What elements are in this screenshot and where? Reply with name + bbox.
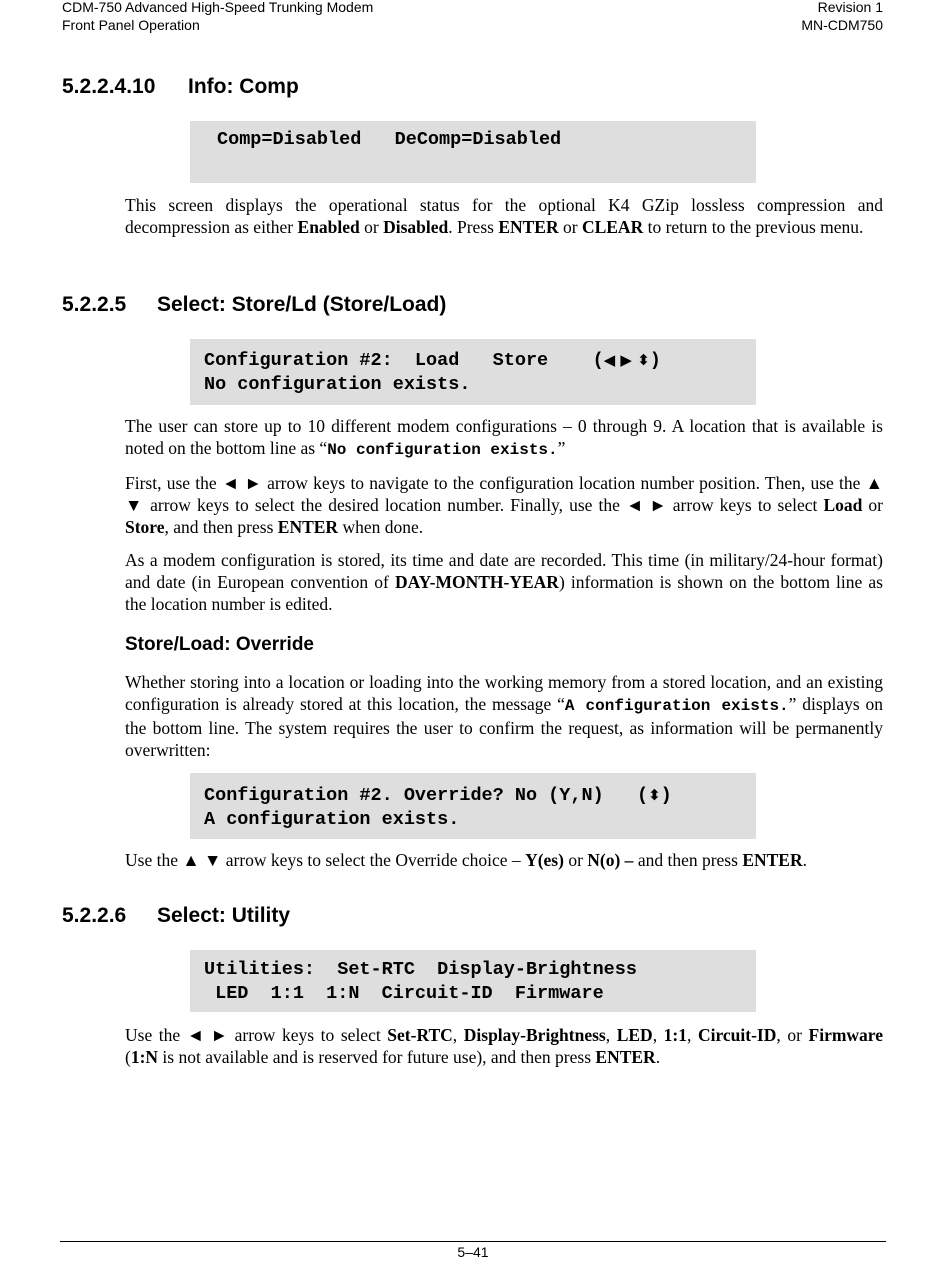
paragraph-time-date <box>125 549 883 615</box>
text: when done. <box>338 517 424 537</box>
text: or <box>558 217 582 237</box>
up-down-arrow-icon: ⬍ <box>648 786 661 804</box>
bold-text: Firmware <box>808 1025 884 1045</box>
paragraph-override-choice <box>125 849 883 871</box>
text: As a modem configuration is stored, its time and date are recorded. This time (in military/24-hour format) and date (in European convention of <box>125 550 883 592</box>
lcd-line-2: LED 1:1 1:N Circuit-ID Firmware <box>204 983 604 1004</box>
chapter-title: Front Panel Operation <box>62 17 200 33</box>
paragraph-arrow-usage <box>125 472 883 538</box>
revision-label: Revision 1 <box>817 0 883 15</box>
bold-text: Circuit-ID <box>697 1025 777 1045</box>
bold-text: CLEAR <box>581 217 644 237</box>
text: First, use the ◄ ► arrow keys to navigate to the configuration location number position. Then, use the ▲ ▼ arrow keys to select the desired location number. Finally, use the ◄ ► arrow keys to select <box>125 473 883 515</box>
text: to return to the previous menu. <box>643 217 864 237</box>
bold-text: Y(es) <box>525 850 564 870</box>
arrow-keys-icon: ◀ ▶ ⬍ <box>603 351 650 369</box>
bold-text: Set-RTC <box>387 1025 453 1045</box>
lcd-line-2: No configuration exists. <box>204 374 471 395</box>
bold-text: Store <box>125 517 165 537</box>
bold-text: ENTER <box>595 1047 656 1067</box>
lcd-text: ) <box>660 785 672 806</box>
subsection-heading-override: Store/Load: Override <box>125 634 314 655</box>
bold-text: ENTER <box>742 850 803 870</box>
text: , <box>686 1025 698 1045</box>
bold-text: N(o) – <box>587 850 634 870</box>
text: Use the ◄ ► arrow keys to select <box>125 1025 388 1045</box>
bold-text: DAY-MONTH-YEAR <box>394 572 559 592</box>
bold-text: LED <box>616 1025 653 1045</box>
bold-text: Enabled <box>297 217 360 237</box>
mono-text: A configuration exists. <box>564 697 789 715</box>
section-number: 5.2.2.5 <box>62 293 127 316</box>
text: . <box>655 1047 661 1067</box>
text: or <box>359 217 384 237</box>
mono-text: No configuration exists. <box>327 441 558 459</box>
section-heading-utility <box>62 903 290 929</box>
lcd-display-comp <box>190 121 756 183</box>
lcd-line-1: Utilities: Set-RTC Display-Brightness <box>204 959 637 980</box>
text: is not available and is reserved for future use), and then press <box>158 1047 596 1067</box>
text: , or <box>776 1025 809 1045</box>
section-title: Select: Store/Ld (Store/Load) <box>157 293 447 316</box>
lcd-line-1 <box>204 785 672 806</box>
lcd-display-override <box>190 773 756 839</box>
bold-text: 1:1 <box>663 1025 687 1045</box>
paragraph-utility <box>125 1024 883 1068</box>
paragraph-comp-status <box>125 194 883 238</box>
lcd-display-utility <box>190 950 756 1012</box>
section-title: Select: Utility <box>157 904 291 927</box>
text: The user can store up to 10 different modem configurations – 0 through 9. A location that is available is noted on the bottom line as “ <box>125 416 883 458</box>
lcd-line-1 <box>204 350 661 371</box>
bold-text: Display-Brightness <box>463 1025 606 1045</box>
text: . Press <box>448 217 499 237</box>
section-heading-store-load <box>62 292 446 318</box>
text: ) information is shown on the bottom line as the location number is edited. <box>125 572 883 614</box>
doc-number: MN-CDM750 <box>801 17 883 33</box>
section-title: Info: Comp <box>188 75 299 98</box>
text: or <box>862 495 883 515</box>
doc-title: CDM-750 Advanced High-Speed Trunking Modem <box>62 0 374 15</box>
text: ” <box>557 438 566 458</box>
text: Whether storing into a location or loading into the working memory from a stored location, and an existing configuration is already stored at this location, the message “ <box>125 672 883 714</box>
section-number: 5.2.2.4.10 <box>62 75 156 98</box>
text: ( <box>125 1047 131 1067</box>
text: This screen displays the operational status for the optional K4 GZip lossless compression and decompression as either <box>125 195 883 237</box>
text: , and then press <box>164 517 278 537</box>
lcd-line-2: A configuration exists. <box>204 809 460 830</box>
footer-rule <box>60 1241 886 1242</box>
paragraph-store-count <box>125 415 883 461</box>
lcd-text: ) <box>649 350 661 371</box>
bold-text: 1:N <box>130 1047 159 1067</box>
text: or <box>563 850 588 870</box>
bold-text: ENTER <box>498 217 559 237</box>
lcd-line-1: Comp=Disabled DeComp=Disabled <box>217 129 562 150</box>
text: ” displays on the bottom line. The system requires the user to confirm the request, as information will be permanently overwritten: <box>125 694 883 760</box>
bold-text: Load <box>823 495 863 515</box>
lcd-text: Configuration #2: Load Store ( <box>204 350 604 371</box>
section-number: 5.2.2.6 <box>62 904 127 927</box>
bold-text: Disabled <box>383 217 449 237</box>
text: Use the ▲ ▼ arrow keys to select the Override choice – <box>125 850 526 870</box>
text: , <box>605 1025 617 1045</box>
lcd-text: Configuration #2. Override? No (Y,N) ( <box>204 785 649 806</box>
page-number: 5–41 <box>457 1244 489 1260</box>
text: . <box>802 850 807 870</box>
text: , <box>452 1025 464 1045</box>
text: , <box>652 1025 664 1045</box>
lcd-display-store-load <box>190 339 756 405</box>
section-heading-info-comp <box>62 74 299 100</box>
paragraph-override <box>125 671 883 761</box>
text: and then press <box>633 850 743 870</box>
bold-text: ENTER <box>277 517 339 537</box>
